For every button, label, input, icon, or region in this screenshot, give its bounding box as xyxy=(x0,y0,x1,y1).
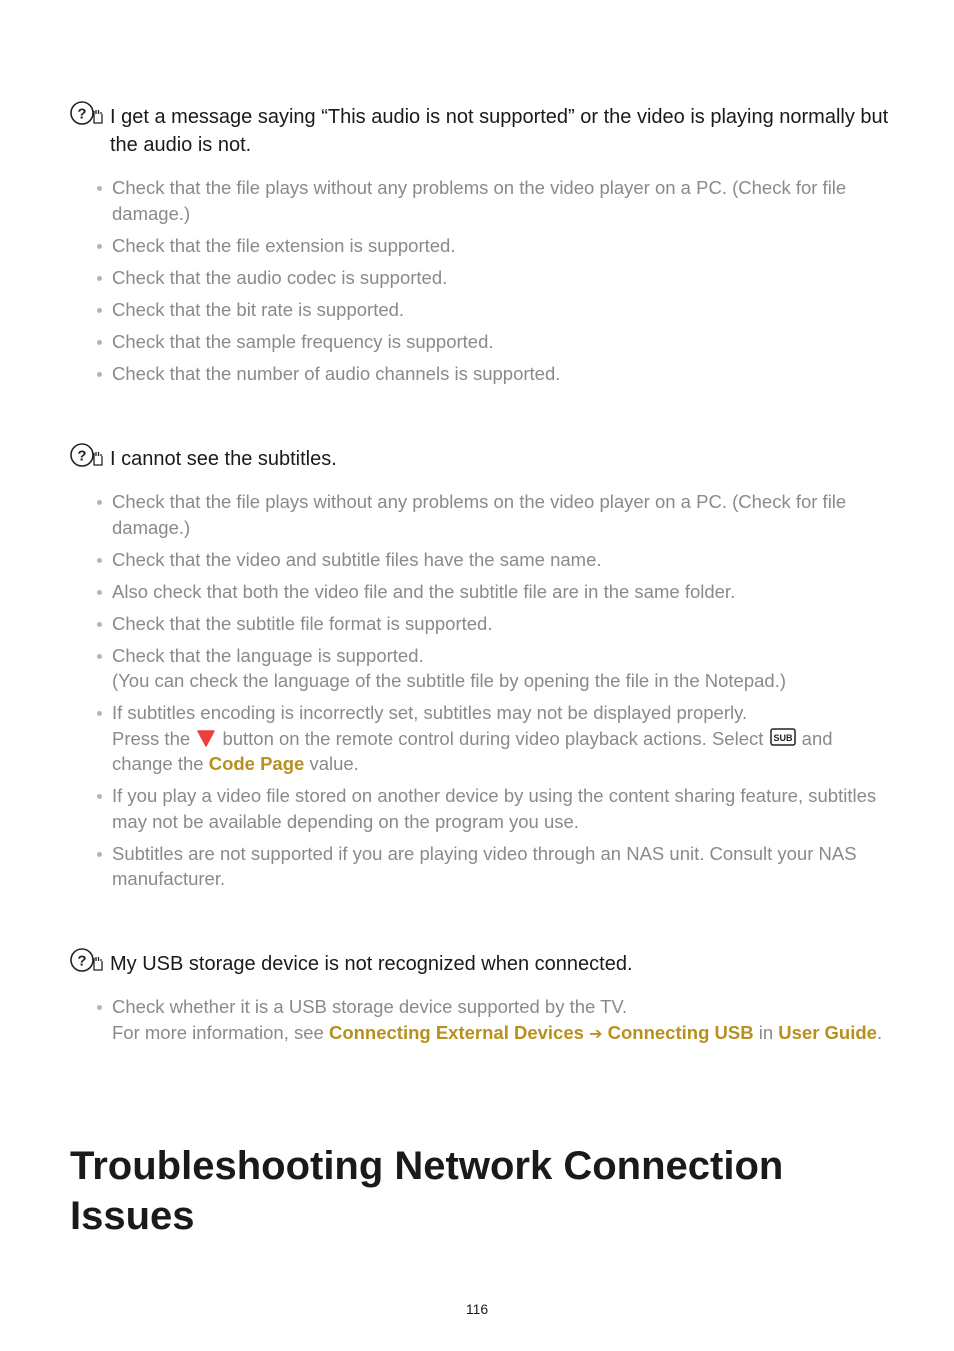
answer-item: If you play a video file stored on another device by using the content sharing feature, subtitles may not be available depending on the program you use. xyxy=(70,783,890,834)
svg-text:?: ? xyxy=(77,105,87,123)
answer-item: Subtitles are not supported if you are playing video through an NAS unit. Consult your NAS manufacturer. xyxy=(70,841,890,892)
answer-text: button on the remote control during video playback actions. Select xyxy=(222,727,764,749)
faq-question xyxy=(70,103,890,159)
faq-subtitles xyxy=(70,445,890,898)
answer-item: Check that the file extension is supported. xyxy=(70,233,890,259)
faq-audio xyxy=(70,103,890,393)
answer-text: Press the xyxy=(112,727,191,749)
answer-item: Check that the video and subtitle files have the same name. xyxy=(70,547,890,573)
svg-text:SUB: SUB xyxy=(773,732,793,743)
svg-text:?: ? xyxy=(77,447,87,465)
answer-item: Check that the audio codec is supported. xyxy=(70,265,890,291)
answer-item: Check that the subtitle file format is supported. xyxy=(70,611,890,637)
answer-note: (You can check the language of the subtitle file by opening the file in the Notepad.) xyxy=(112,670,787,691)
code-page-link[interactable]: Code Page xyxy=(208,753,305,774)
faq-usb xyxy=(70,950,890,1054)
arrow-right-icon: ➔ xyxy=(589,1025,603,1043)
red-down-triangle-icon xyxy=(197,728,215,748)
faq-question xyxy=(70,445,890,473)
svg-text:?: ? xyxy=(77,952,87,970)
answer-item: Check that the file plays without any problems on the video player on a PC. (Check for file damage.) xyxy=(70,489,890,540)
answer-list xyxy=(70,489,890,892)
answer-text: in xyxy=(758,1021,774,1043)
question-hand-icon xyxy=(68,441,106,471)
answer-text: . xyxy=(876,1021,883,1043)
answer-item xyxy=(70,700,890,777)
answer-line: Check whether it is a USB storage device supported by the TV. xyxy=(112,996,628,1017)
answer-item: Check that the bit rate is supported. xyxy=(70,297,890,323)
connecting-external-devices-link[interactable]: Connecting External Devices xyxy=(328,1021,584,1043)
page-number: 116 xyxy=(465,1301,489,1317)
connecting-usb-link[interactable]: Connecting USB xyxy=(607,1021,754,1043)
answer-item xyxy=(70,994,890,1047)
answer-item: Check that the sample frequency is supported. xyxy=(70,329,890,355)
answer-item: Check that the file plays without any problems on the video player on a PC. (Check for file damage.) xyxy=(70,175,890,226)
answer-item: Also check that both the video file and the subtitle file are in the same folder. xyxy=(70,579,890,605)
sub-icon xyxy=(770,728,796,746)
question-text: My USB storage device is not recognized when connected. xyxy=(110,953,633,975)
question-text: I get a message saying “This audio is not supported” or the video is playing normally but the audio is not. xyxy=(110,106,889,156)
question-hand-icon xyxy=(68,946,106,976)
answer-text: and change the xyxy=(112,727,833,774)
question-hand-icon xyxy=(68,99,106,129)
answer-line: If subtitles encoding is incorrectly set, subtitles may not be displayed properly. xyxy=(112,702,748,723)
answer-item xyxy=(70,643,890,694)
answer-item: Check that the number of audio channels is supported. xyxy=(70,361,890,387)
answer-text: value. xyxy=(309,753,359,774)
answer-line: Check that the language is supported. xyxy=(112,644,424,666)
question-text: I cannot see the subtitles. xyxy=(110,448,337,470)
answer-list xyxy=(70,175,890,386)
section-title: Troubleshooting Network Connection Issues xyxy=(70,1144,784,1238)
answer-text: For more information, see xyxy=(112,1021,324,1043)
user-guide-link[interactable]: User Guide xyxy=(778,1021,877,1043)
answer-list xyxy=(70,994,890,1047)
faq-question xyxy=(70,950,890,978)
